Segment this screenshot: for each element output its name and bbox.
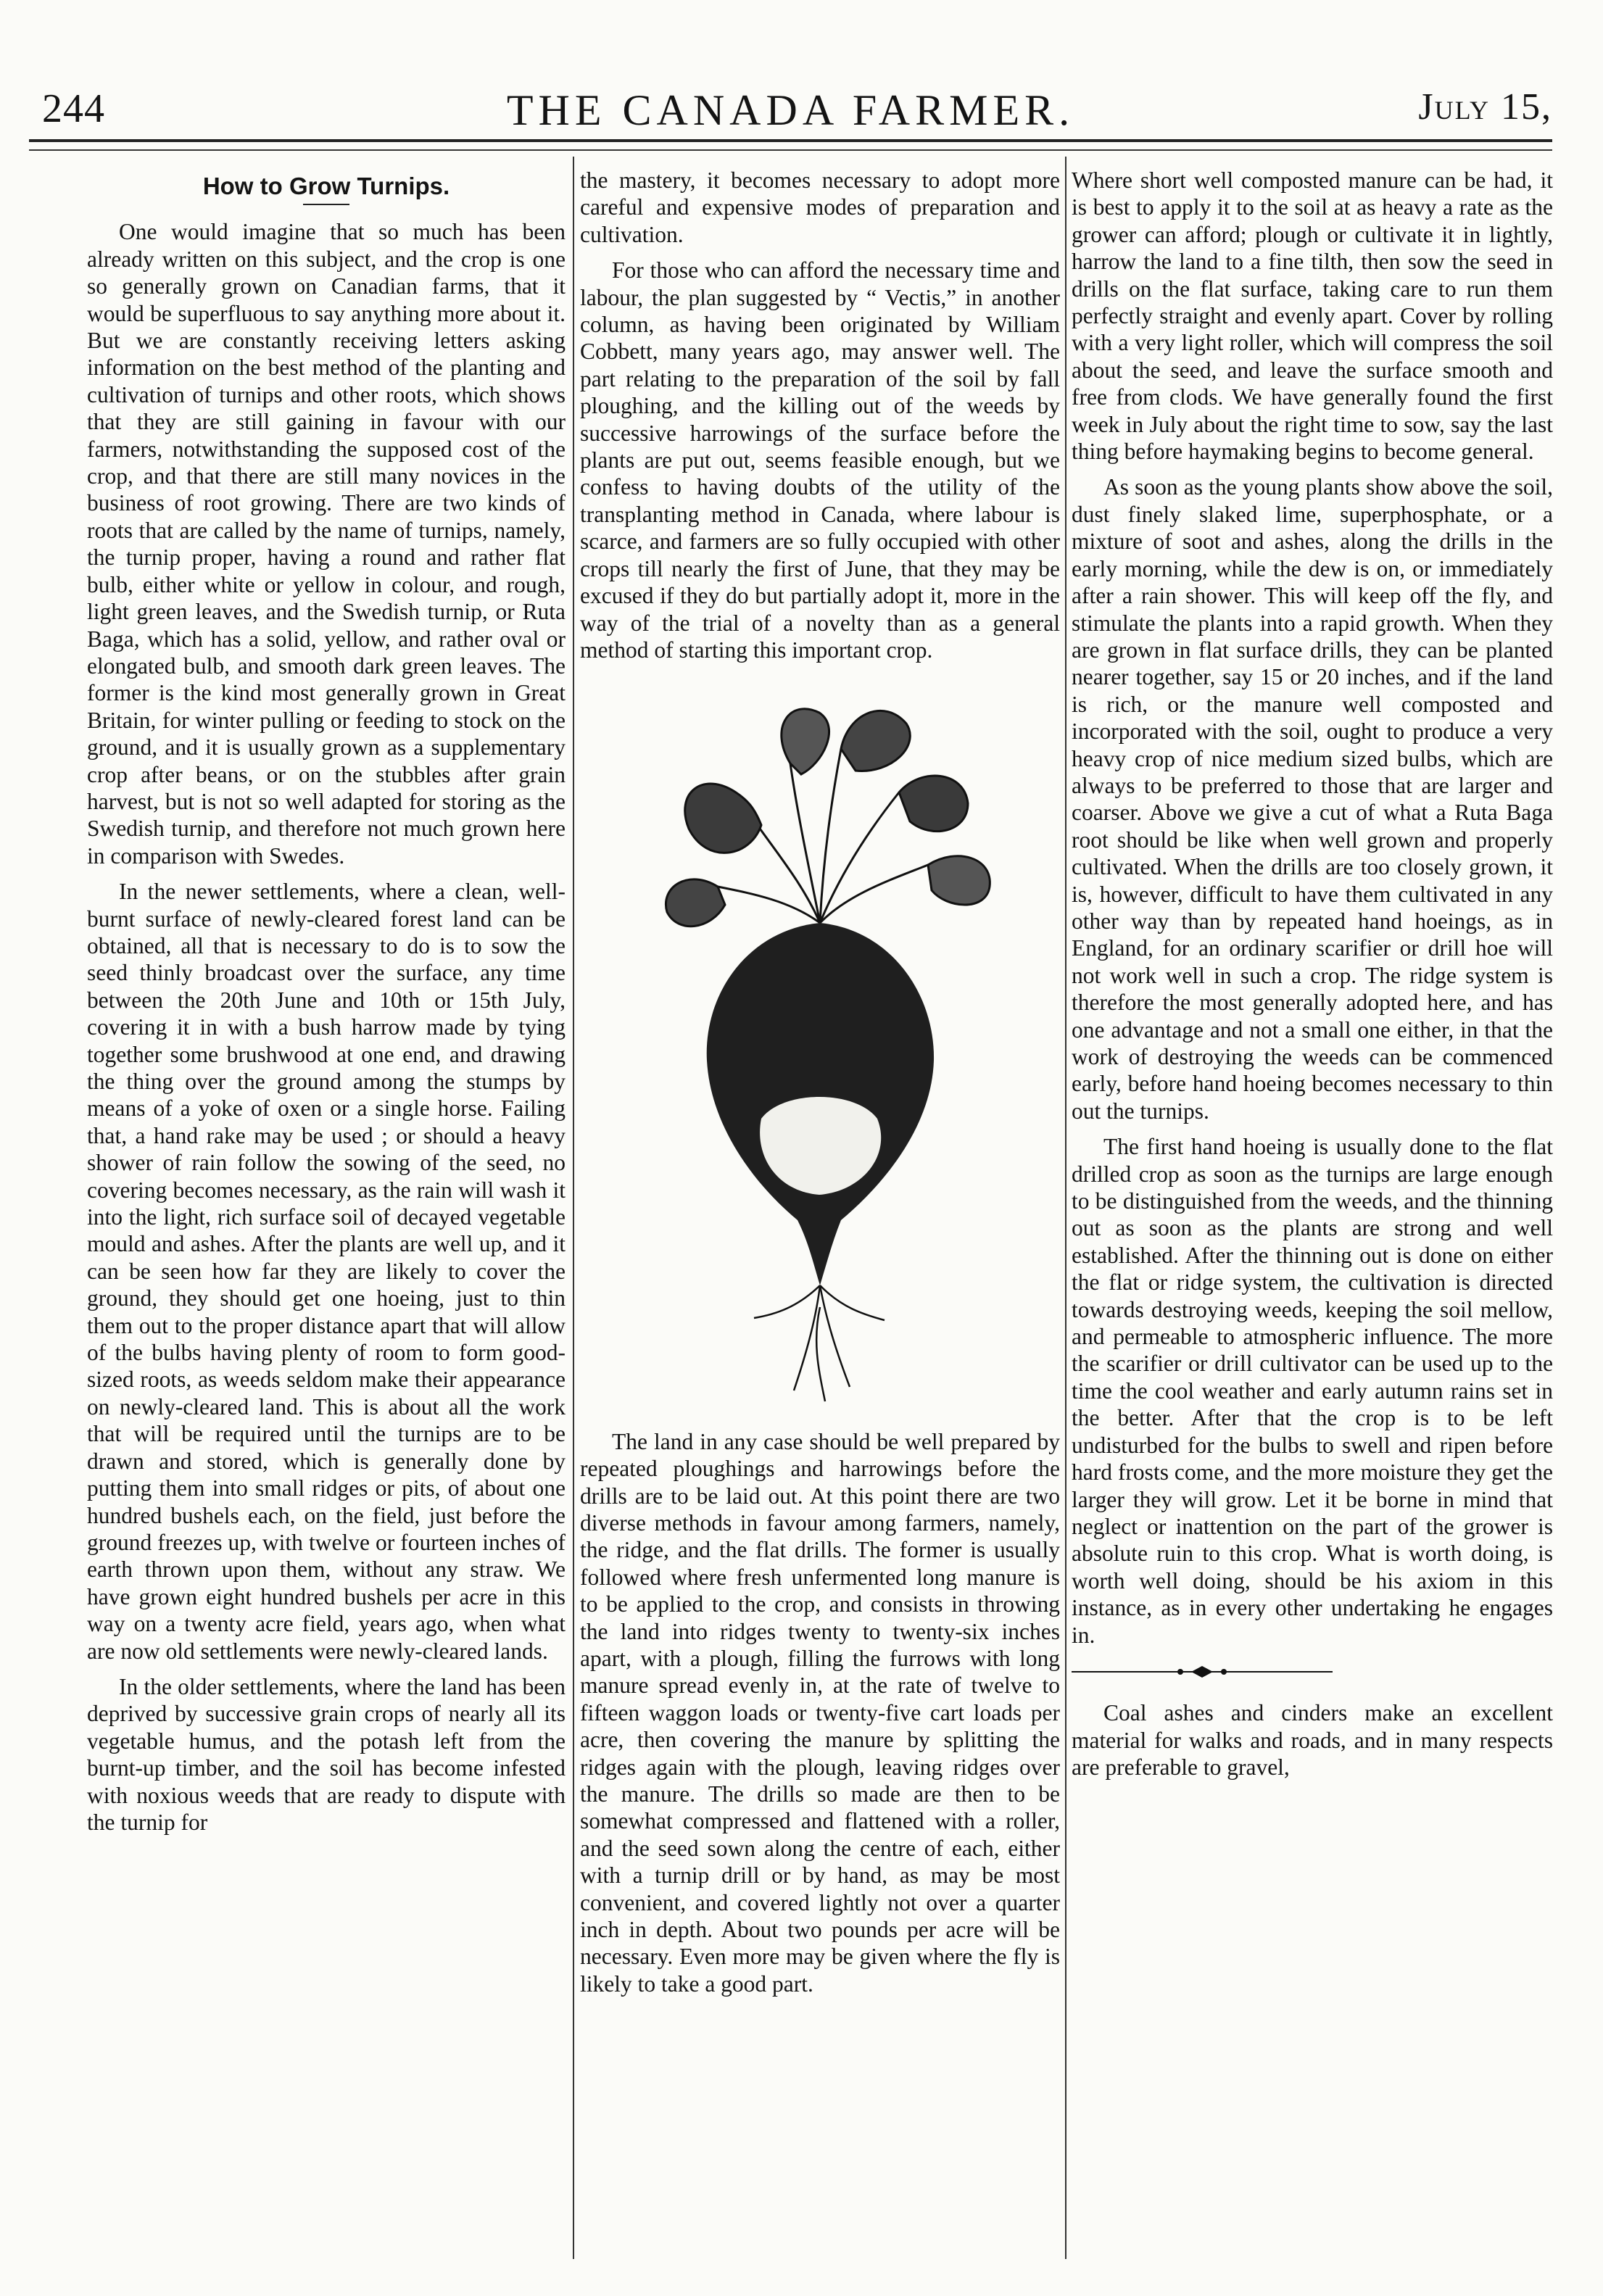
paragraph: The land in any case should be well prepared by repeated ploughings and harrowings before the drills are to be laid out. At this point there are two diverse methods in favour among farmers, namely, the ridge, and the flat drills. The former is usually followed where fresh unfermented long manure is to be applied to the crop, and consists in throwing the land into ridges twenty to twenty-six inches apart, with a plough, filling the furrows with long manure spread evenly in, at the rate of twelve to fifteen waggon loads or twenty-five cart loads per acre, then covering the manure by splitting the ridges again with the plough, leaving ridges over the manure. The drills so made are then to be somewhat compressed and flattened with a roller, and the seed sown along the centre of each, either with a turnip drill or by hand, as may be most convenient, and covered lightly not over a quarter inch in depth. About two pounds per acre will be necessary. Even more may be given where the fly is likely to take a good part. — [580, 1428, 1060, 1997]
heading-rule — [303, 204, 349, 205]
paragraph: In the older settlements, where the land has been deprived by successive grain crops of nearly all its vegetable humus, and the potash left from the burnt-up timber, and the soil has become infested with noxious weeds that are ready to dispute with the turnip for — [87, 1673, 566, 1835]
paragraph: the mastery, it becomes necessary to adopt more careful and expensive modes of preparation and cultivation. — [580, 167, 1060, 247]
column-3 — [1072, 167, 1553, 2267]
masthead — [29, 86, 1552, 144]
paragraph: Where short well composted manure can be had, it is best to apply it to the soil at as heavy a rate as the grower can afford; plough or cultivate it in lightly, harrow the land to a fine tilth, then sow the seed in drills on the flat surface, taking care to run them perfectly straight and evenly apart. Cover by rolling with a very light roller, which will compress the soil about the seed, and leave the surface smooth and free from clods. We have generally found the first week in July about the right time to sow, say the last thing before haymaking begins to become general. — [1072, 167, 1553, 465]
header-rule-thick — [29, 139, 1552, 142]
page-number: 244 — [42, 86, 105, 131]
paragraph: For those who can afford the necessary time and labour, the plan suggested by “ Vectis,” in another column, as having been originated by William Cobbett, many years ago, may answer well. The part relating to the preparation of the soil by fall ploughing, and the killing out of the weeds by successive harrowings of the surface before the plants are put out, seems feasible enough, but we confess to having doubts of the utility of the transplanting method in Canada, where labour is scarce, and farmers are so fully occupied with other crops till nearly the first of June, that they may be excused if they do but partially adopt it, more in the way of the trial of a novelty than as a general method of starting this important crop. — [580, 257, 1060, 663]
column-1 — [87, 167, 566, 2267]
paragraph: In the newer settlements, where a clean, well-burnt surface of newly-cleared forest land can be obtained, all that is necessary to do is to sow the seed thinly broadcast over the surface, any time between the 20th June and 10th or 15th July, covering it in with a bush harrow made by tying together some brushwood at one end, and drawing the thing over the ground among the stumps by means of a yoke of oxen or a single horse. Failing that, a hand rake may be used ; or should a heavy shower of rain follow the sowing of the seed, no covering becomes necessary, as the rain will wash it into the light, rich surface soil of decayed vegetable mould and ashes. After the plants are well up, and it can be seen how far they are likely to cover the ground, they should get one hoeing, just to thin them out to the proper distance apart that will allow of the bulbs having plenty of room to form good-sized roots, as weeds seldom make their appearance on newly-cleared land. This is about all the work that will be required until the turnips are to be drawn and stored, which is generally done by putting them into small ridges or pits, of about one hundred bushels each, on the field, just before the ground freezes up, with twelve or fourteen inches of earth thrown upon them, without any straw. We have grown eight hundred bushels per acre in this way on a twenty acre field, years ago, when what are now old settlements were newly-cleared lands. — [87, 879, 566, 1664]
article-heading: How to Grow Turnips. — [202, 173, 450, 199]
ornamental-divider — [1072, 1663, 1333, 1680]
ruta-baga-illustration — [580, 684, 1060, 1409]
header-rule-thin — [29, 149, 1552, 151]
issue-date: July 15, — [1418, 86, 1552, 128]
publication-title: THE CANADA FARMER. — [506, 86, 1075, 134]
paragraph: One would imagine that so much has been already written on this subject, and the crop is one so generally grown on Canadian farms, that it would be superfluous to say anything more about it. But we are constantly receiving letters asking information on the best method of the planting and cultivation of turnips and other roots, which shows that they are still gaining in favour with our farmers, notwithstanding the supposed cost of the crop, and that there are still many novices in the business of root growing. There are two kinds of roots that are called by the name of turnips, namely, the turnip proper, having a round and rather flat bulb, either white or yellow in colour, and rough, light green leaves, and the Swedish turnip, or Ruta Baga, which has a solid, yellow, and rather oval or elongated bulb, and smooth dark green leaves. The former is the kind most generally grown in Great Britain, for winter pulling or feeding to stock on the ground, and it is usually grown as a supplementary crop after beans, or on the stubbles after grain harvest, but is not so well adapted for storing as the Swedish turnip, and therefore not much grown here in comparison with Swedes. — [87, 219, 566, 869]
column-rule — [1065, 157, 1066, 2259]
column-rule — [573, 157, 574, 2259]
paragraph: The first hand hoeing is usually done to the flat drilled crop as soon as the turnips are large enough to be distinguished from the weeds, and the thinning out as soon as the plants are strong and well established. After the thinning out is done on either the flat or ridge system, the cultivation is directed towards destroying weeds, keeping the soil mellow, and permeable to atmospheric influence. The more the scarifier or drill cultivator can be used up to the time the cool weather and early autumn rains set in the better. After that the crop is to be left undisturbed for the bulbs to swell and ripen before hard frosts come, and the more moisture they get the larger they will grow. Let it be borne in mind that neglect or inattention on the part of the grower is absolute ruin to this crop. What is worth doing, is worth well doing, should be his axiom in this instance, as in every other undertaking he engages in. — [1072, 1134, 1553, 1648]
column-2 — [580, 167, 1060, 2267]
paragraph: Coal ashes and cinders make an excellent material for walks and roads, and in many respects are preferable to gravel, — [1072, 1700, 1553, 1781]
paragraph: As soon as the young plants show above the soil, dust finely slaked lime, superphosphate, or a mixture of soot and ashes, along the drills in the early morning, while the dew is on, or immediately after a rain shower. This will keep off the fly, and stimulate the plants into a rapid growth. When they are grown in flat surface drills, they can be planted nearer together, say 15 or 20 inches, and if the land is rich, or the manure well composted and incorporated with the soil, ought to produce a very heavy crop of nice medium sized bulbs, which are always to be preferred to those that are larger and coarser. Above we give a cut of what a Ruta Baga root should be like when well grown and properly cultivated. When the drills are too closely grown, it is, however, difficult to have them cultivated in any other way than by repeated hand hoeings, as in England, for an ordinary scarifier or drill hoe will not work well in such a crop. The ridge system is therefore the most generally adopted here, and has one advantage and not a small one either, in that the work of destroying the weeds can be commenced early, before hand hoeing becomes necessary to thin out the turnips. — [1072, 474, 1553, 1124]
